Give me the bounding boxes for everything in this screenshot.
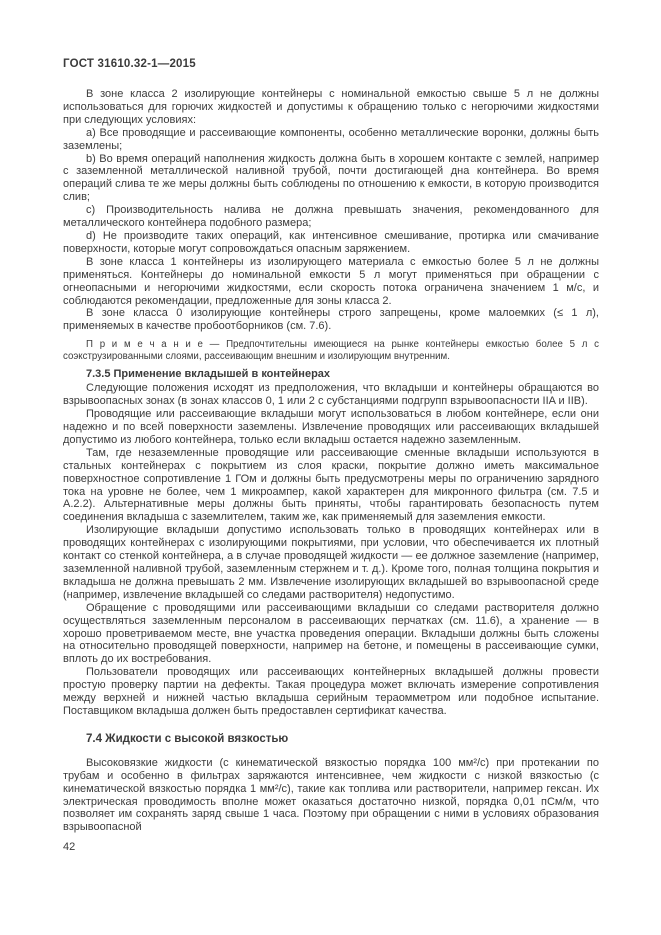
subsection-heading: 7.3.5 Применение вкладышей в контейнерах bbox=[86, 368, 331, 381]
body-paragraph: d) Не производите таких операций, как интенсивное смешивание, протирка или смачивание поверхности, которые могут сопровождаться опасным заряжением. bbox=[63, 229, 599, 255]
body-paragraph: Там, где незаземленные проводящие или рассеивающие сменные вкладыши используются в стальных контейнерах с покрытием из слоя краски, покрытие должно иметь максимальное поверхностное сопротивление 1 ГОм и должны быть предусмотрены меры по ограничению зарядного тока на уровне не более, чем 1 микроампер, какой характерен для микронного фильтра (см. 7.5 и А.2.2). Альтернативные меры должны быть приняты, чтобы гарантировать безопасность путем соединения вкладыша с заземлителем, таким же, как применяемый для заземления емкости. bbox=[63, 446, 599, 524]
body-paragraph: a) Все проводящие и рассеивающие компоненты, особенно металлические воронки, должны быть заземлены; bbox=[63, 126, 599, 152]
body-paragraph: В зоне класса 0 изолирующие контейнеры строго запрещены, кроме малоемких (≤ 1 л), применяемых в качестве пробоотборников (см. 7.6). bbox=[63, 307, 599, 333]
body-paragraph: Изолирующие вкладыши допустимо использовать только в проводящих контейнерах или в проводящих контейнерах с изолирующими покрытиями, при условии, что обеспечивается их плотный контакт со стенкой контейнера, а в случае проводящей жидкости — ее должное заземление (например, заземленной наливной трубой, заземленным стержнем и т. д.). Кроме того, полная толщина покрытия и вкладыша не должна превышать 2 мм. Извлечение изолирующих вкладышей во взрывоопасной среде (например, извлечение вкладышей со следами растворителя) недопустимо. bbox=[63, 524, 599, 601]
body-paragraph: c) Производительность налива не должна превышать значения, рекомендованного для металлического контейнера подобного размера; bbox=[63, 204, 599, 230]
body-paragraph: Высоковязкие жидкости (с кинематической вязкостью порядка 100 мм²/с) при протекании по трубам и особенно в фильтрах заряжаются интенсивнее, чем жидкости с низкой вязкостью (с кинематической вязкостью порядка 1 мм²/с), такие как топлива или растворители, например гексан. Их электрическая проводимость вполне может оказаться достаточно низкой, порядка 0,01 пСм/м, что позволяет им сохранять заряд свыше 1 часа. Поэтому при обращении с ними в условиях образования взрывоопасной bbox=[63, 756, 599, 834]
body-paragraph: b) Во время операций наполнения жидкость должна быть в хорошем контакте с землей, например с заземленной металлической наливной трубой, почти достигающей дна контейнера. Во время операций слива те же меры должны быть соблюдены по отношению к емкости, в которую производится слив; bbox=[63, 152, 599, 204]
body-paragraph: Проводящие или рассеивающие вкладыши могут использоваться в любом контейнере, если они надежно и по всей поверхности заземлены. Извлечение проводящих или рассеивающих вкладышей допустимо из любого контейнера, только если вкладыш остается надежно заземленным. bbox=[63, 408, 599, 446]
document-header: ГОСТ 31610.32-1—2015 bbox=[63, 58, 196, 70]
document-body bbox=[63, 88, 599, 834]
body-paragraph: Обращение с проводящими или рассеивающими вкладыши со следами растворителя должно осуществляться заземленным персоналом в рассеивающих перчатках (см. 11.6), а хранение — в хорошо проветриваемом месте, вне участка проведения операции. Вкладыши должны быть сложены на относительно проводящей поверхности, например на бетоне, и помещены в рассеивающие сумки, вплоть до их востребования. bbox=[63, 601, 599, 666]
note-paragraph: П р и м е ч а н и е — Предпочтительны имеющиеся на рынке контейнеры емкостью более 5 л с соэкструзированными слоями, рассеивающим внешним и изолирующим внутренним. bbox=[63, 339, 599, 362]
body-paragraph: В зоне класса 2 изолирующие контейнеры с номинальной емкостью свыше 5 л не должны использоваться для горючих жидкостей и допустимы к обращению только с негорючими жидкостями при следующих условиях: bbox=[63, 88, 599, 126]
body-paragraph: Следующие положения исходят из предположения, что вкладыши и контейнеры обращаются во взрывоопасных зонах (в зонах классов 0, 1 или 2 с субстанциями подгрупп взрывоопасности IIA и IIB). bbox=[63, 382, 599, 408]
section-heading: 7.4 Жидкости с высокой вязкостью bbox=[86, 732, 289, 745]
body-paragraph: Пользователи проводящих или рассеивающих контейнерных вкладышей должны провести простую проверку партии на дефекты. Такая процедура может включать измерение сопротивления между верхней и нижней частью вкладыша серийным тераомметром или подобное испытание. Поставщиком вкладыша должен быть предоставлен сертификат качества. bbox=[63, 666, 599, 717]
body-paragraph: В зоне класса 1 контейнеры из изолирующего материала с емкостью более 5 л не должны применяться. Контейнеры до номинальной емкости 5 л могут применяться при обращении с огнеопасными и негорючими жидкостями, если скорость потока ограничена значением 1 м/с, и соблюдаются рекомендации, предложенные для зоны класса 2. bbox=[63, 255, 599, 307]
page-number: 42 bbox=[63, 841, 76, 853]
